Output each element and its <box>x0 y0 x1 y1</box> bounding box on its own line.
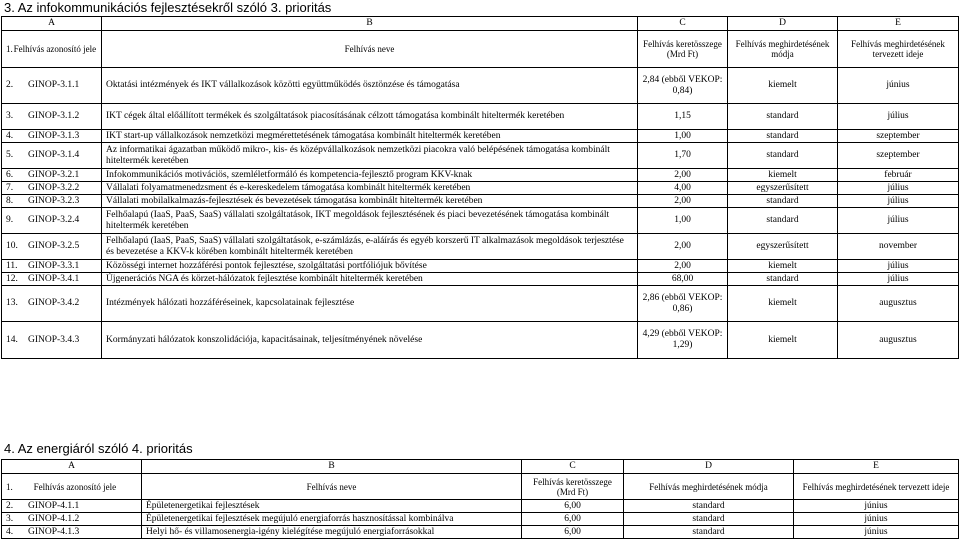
call-date: augusztus <box>838 322 959 359</box>
call-date: július <box>838 104 959 130</box>
row-id-cell <box>2 526 142 539</box>
row-id-cell <box>2 130 102 143</box>
call-name: IKT start-up vállalkozások nemzetközi megmérettetésének támogatása kombinált hiteltermék keretében <box>102 130 638 143</box>
call-method: standard <box>624 526 794 539</box>
call-id: GINOP-3.1.1 <box>28 80 80 90</box>
header-name: Felhívás neve <box>142 474 522 500</box>
row-id-cell <box>2 286 102 322</box>
call-budget: 4,29 (ebből VEKOP: 1,29) <box>638 322 728 359</box>
call-date: július <box>838 195 959 208</box>
table-row <box>2 104 959 130</box>
header-method: Felhívás meghirdetésének módja <box>728 31 838 68</box>
call-date: július <box>838 260 959 273</box>
call-method: egyszerűsített <box>728 234 838 260</box>
table-row <box>2 169 959 182</box>
row-id-cell <box>2 104 102 130</box>
row-id-cell <box>2 195 102 208</box>
call-date: június <box>838 68 959 104</box>
column-letter-row <box>2 17 959 31</box>
column-letter: E <box>794 460 959 474</box>
call-name: Helyi hő- és villamosenergia-igény kielégítése megújuló energiaforrásokkal <box>142 526 522 539</box>
row-number: 14. <box>6 334 18 345</box>
call-id: GINOP-3.2.4 <box>28 215 80 225</box>
call-method: standard <box>728 104 838 130</box>
call-budget: 6,00 <box>522 513 624 526</box>
call-name: Infokommunikációs motiváciös, szemléletformáló és kompetencia-fejlesztő program KKV-knak <box>102 169 638 182</box>
row-id-cell <box>2 169 102 182</box>
call-id: GINOP-3.1.4 <box>28 150 80 160</box>
header-row-number: 1. <box>6 481 13 492</box>
header-row <box>2 31 959 68</box>
call-method: standard <box>624 500 794 513</box>
call-date: november <box>838 234 959 260</box>
table-row <box>2 260 959 273</box>
call-name: Vállalati folyamatmenedzsment és e-kereskedelem támogatása kombinált hiteltermék keretében <box>102 182 638 195</box>
row-number: 2. <box>6 80 14 90</box>
call-id: GINOP-3.2.3 <box>28 195 80 206</box>
row-number: 2. <box>6 500 14 511</box>
table-row <box>2 195 959 208</box>
call-name: Épületenergetikai fejlesztések <box>142 500 522 513</box>
row-id-cell <box>2 322 102 359</box>
row-number: 13. <box>6 298 18 308</box>
row-number: 12. <box>6 273 18 284</box>
row-id-cell <box>2 208 102 234</box>
call-budget: 1,00 <box>638 208 728 234</box>
call-id: GINOP-3.4.3 <box>28 334 80 345</box>
call-date: június <box>794 526 959 539</box>
section-4-table <box>1 459 959 539</box>
table-row <box>2 322 959 359</box>
row-number: 3. <box>6 513 14 524</box>
call-budget: 4,00 <box>638 182 728 195</box>
call-name: Felhőalapú (IaaS, PaaS, SaaS) vállalati szolgáltatások, e-számlázás, e-aláírás és egyéb korszerű IT alkalmazások megoldások terjesztése és bevezetése a KKV-k körében kombinált hiteltermék keretében <box>102 234 638 260</box>
header-budget: Felhívás keretösszege (Mrd Ft) <box>638 31 728 68</box>
call-budget: 2,84 (ebből VEKOP: 0,84) <box>638 68 728 104</box>
call-id: GINOP-3.4.1 <box>28 273 80 284</box>
call-budget: 2,00 <box>638 260 728 273</box>
row-id-cell <box>2 143 102 169</box>
table-row <box>2 500 959 513</box>
column-letter: A <box>2 17 102 31</box>
call-name: Kormányzati hálózatok konszolidációja, kapacitásainak, teljesítményének növelése <box>102 322 638 359</box>
call-date: augusztus <box>838 286 959 322</box>
header-id-cell <box>2 474 142 500</box>
column-letter: B <box>102 17 638 31</box>
call-date: június <box>794 513 959 526</box>
column-letter: C <box>522 460 624 474</box>
column-letter: C <box>638 17 728 31</box>
row-id-cell <box>2 500 142 513</box>
call-id: GINOP-3.2.5 <box>28 241 80 251</box>
column-letter: B <box>142 460 522 474</box>
column-letter-row <box>2 460 959 474</box>
column-letter: E <box>838 17 959 31</box>
header-method: Felhívás meghirdetésének módja <box>624 474 794 500</box>
table-row <box>2 68 959 104</box>
call-date: február <box>838 169 959 182</box>
row-number: 10. <box>6 241 18 251</box>
call-date: július <box>838 208 959 234</box>
call-name: Intézmények hálózati hozzáféréseinek, kapcsolatainak fejlesztése <box>102 286 638 322</box>
row-number: 4. <box>6 130 14 141</box>
call-budget: 2,00 <box>638 234 728 260</box>
call-id: GINOP-4.1.1 <box>28 500 80 511</box>
call-id: GINOP-3.3.1 <box>28 260 80 271</box>
table-row <box>2 130 959 143</box>
table-row <box>2 208 959 234</box>
call-budget: 2,00 <box>638 169 728 182</box>
call-budget: 1,70 <box>638 143 728 169</box>
call-method: kiemelt <box>728 322 838 359</box>
header-date: Felhívás meghirdetésének tervezett ideje <box>794 474 959 500</box>
call-budget: 1,00 <box>638 130 728 143</box>
table-row <box>2 273 959 286</box>
call-method: standard <box>728 273 838 286</box>
call-id: GINOP-3.1.2 <box>28 111 80 121</box>
row-number: 11. <box>6 260 18 271</box>
header-id-cell <box>2 31 102 68</box>
row-id-cell <box>2 68 102 104</box>
table-row <box>2 143 959 169</box>
call-date: július <box>838 273 959 286</box>
column-letter: A <box>2 460 142 474</box>
row-number: 9. <box>6 215 14 225</box>
header-id: Felhívás azonosító jele <box>13 44 97 54</box>
call-name: Az informatikai ágazatban működő mikro-, kis- és középvállalkozások nemzetközi piacokra való belépésének támogatása kombinált hiteltermék keretében <box>102 143 638 169</box>
header-budget: Felhívás keretösszege (Mrd Ft) <box>522 474 624 500</box>
header-name: Felhívás neve <box>102 31 638 68</box>
call-method: standard <box>624 513 794 526</box>
call-name: Épületenergetikai fejlesztések megújuló energiaforrás hasznosítással kombinálva <box>142 513 522 526</box>
call-id: GINOP-3.1.3 <box>28 130 80 141</box>
section-3-table <box>1 16 959 359</box>
header-date: Felhívás meghirdetésének tervezett ideje <box>838 31 959 68</box>
call-id: GINOP-3.2.1 <box>28 169 80 180</box>
row-number: 4. <box>6 526 14 537</box>
row-number: 3. <box>6 111 14 121</box>
call-id: GINOP-3.2.2 <box>28 182 80 193</box>
call-method: kiemelt <box>728 169 838 182</box>
call-method: kiemelt <box>728 260 838 273</box>
call-id: GINOP-4.1.2 <box>28 513 80 524</box>
column-letter: D <box>728 17 838 31</box>
call-method: kiemelt <box>728 68 838 104</box>
header-id: Felhívás azonosító jele <box>33 481 117 492</box>
section-3-title: 3. Az infokommunikációs fejlesztésekről szóló 3. prioritás <box>4 0 332 15</box>
row-number: 5. <box>6 150 14 160</box>
call-budget: 6,00 <box>522 526 624 539</box>
call-name: Közösségi internet hozzáférési pontok fejlesztése, szolgáltatási portfóliójuk bővítése <box>102 260 638 273</box>
row-id-cell <box>2 273 102 286</box>
call-id: GINOP-4.1.3 <box>28 526 80 537</box>
header-row-number: 1. <box>6 44 13 54</box>
section-4-title: 4. Az energiáról szóló 4. prioritás <box>4 441 193 456</box>
table-row <box>2 234 959 260</box>
call-name: Oktatási intézmények és IKT vállalkozások közötti együttműködés ösztönzése és támogatása <box>102 68 638 104</box>
call-method: standard <box>728 143 838 169</box>
call-method: standard <box>728 130 838 143</box>
call-name: IKT cégek által előállított termékek és szolgáltatások piacosításának célzott támogatása kombinált hiteltermék keretében <box>102 104 638 130</box>
call-date: június <box>794 500 959 513</box>
call-budget: 68,00 <box>638 273 728 286</box>
call-name: Felhőalapú (IaaS, PaaS, SaaS) vállalati szolgáltatások, IKT megoldások fejlesztésének és piaci bevezetésének támogatása kombinált hiteltermék keretében <box>102 208 638 234</box>
call-date: július <box>838 182 959 195</box>
column-letter: D <box>624 460 794 474</box>
table-row <box>2 513 959 526</box>
row-number: 6. <box>6 169 14 180</box>
call-name: Újgenerációs NGA és körzet-hálózatok fejlesztése kombinált hiteltermék keretében <box>102 273 638 286</box>
call-method: standard <box>728 195 838 208</box>
row-number: 8. <box>6 195 14 206</box>
call-method: standard <box>728 208 838 234</box>
call-budget: 2,00 <box>638 195 728 208</box>
call-method: kiemelt <box>728 286 838 322</box>
row-id-cell <box>2 513 142 526</box>
row-id-cell <box>2 260 102 273</box>
call-date: szeptember <box>838 143 959 169</box>
call-name: Vállalati mobilalkalmazás-fejlesztések és bevezetések támogatása kombinált hiteltermék keretében <box>102 195 638 208</box>
call-budget: 6,00 <box>522 500 624 513</box>
row-number: 7. <box>6 182 14 193</box>
call-id: GINOP-3.4.2 <box>28 298 80 308</box>
table-row <box>2 526 959 539</box>
row-id-cell <box>2 182 102 195</box>
call-budget: 2,86 (ebből VEKOP: 0,86) <box>638 286 728 322</box>
call-budget: 1,15 <box>638 104 728 130</box>
header-row <box>2 474 959 500</box>
call-method: egyszerűsített <box>728 182 838 195</box>
call-date: szeptember <box>838 130 959 143</box>
table-row <box>2 182 959 195</box>
row-id-cell <box>2 234 102 260</box>
table-row <box>2 286 959 322</box>
